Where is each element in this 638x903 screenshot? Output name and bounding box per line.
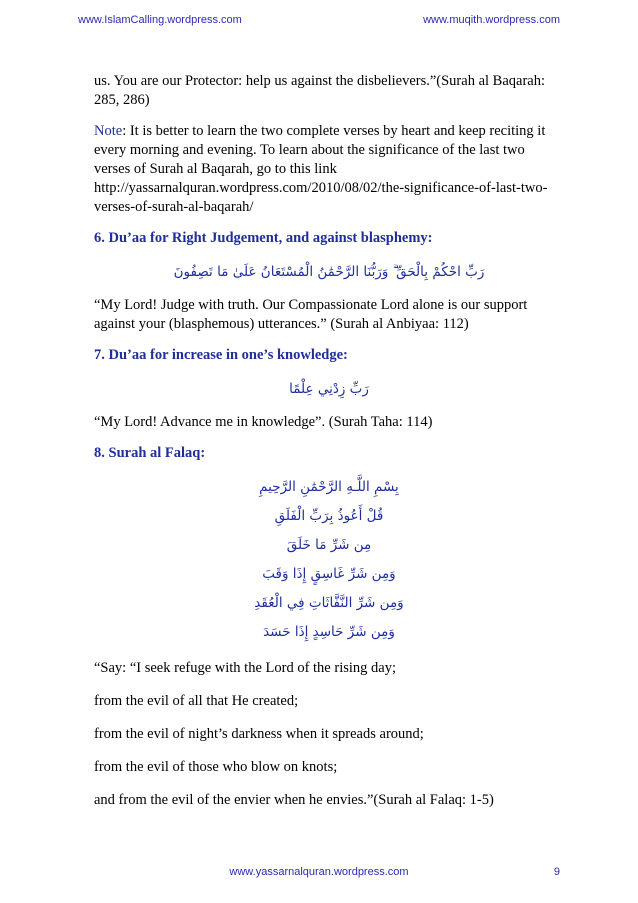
- note-label: Note: [94, 123, 123, 139]
- section-8-heading: 8. Surah al Falaq:: [94, 445, 206, 461]
- header-left-link[interactable]: www.IslamCalling.wordpress.com: [78, 14, 242, 26]
- section-7-arabic: رَبِّ زِدْنِي عِلْمًا: [289, 381, 369, 397]
- continued-paragraph: us. You are our Protector: help us against the disbelievers.”(Surah al Baqarah: 285, 286): [94, 73, 546, 108]
- section-8-arabic-block: [94, 478, 564, 641]
- arabic-verse-line: بِسْمِ اللَّـهِ الرَّحْمَٰنِ الرَّحِيمِ: [259, 479, 399, 495]
- note-paragraph: [94, 122, 564, 217]
- translation-line: “Say: “I seek refuge with the Lord of the rising day;: [94, 660, 396, 676]
- footer-link[interactable]: www.yassarnalquran.wordpress.com: [229, 866, 409, 878]
- section-6-translation: “My Lord! Judge with truth. Our Compassionate Lord alone is our support against your (blasphemous) utterances.” (Surah al Anbiyaa: 112): [94, 297, 528, 332]
- translation-line: and from the evil of the envier when he envies.”(Surah al Falaq: 1-5): [94, 792, 494, 808]
- arabic-verse-line: وَمِن شَرِّ النَّفَّاثَاتِ فِي الْعُقَدِ: [254, 595, 404, 611]
- arabic-verse-line: مِن شَرِّ مَا خَلَقَ: [286, 537, 372, 553]
- note-text: : It is better to learn the two complete verses by heart and keep reciting it every morning and evening. To learn about the significance of the last two verses of Surah al Baqarah, go to this link http://yassarnalquran.wordpress.com/2010/08/02/the-significance-of-last-two-verses-of-surah-al-baqarah/: [94, 123, 548, 215]
- arabic-verse-line: وَمِن شَرِّ غَاسِقٍ إِذَا وَقَبَ: [262, 566, 396, 582]
- section-6-arabic: رَبِّ احْكُمْ بِالْحَقِّ ۗ وَرَبُّنَا الرَّحْمَٰنُ الْمُسْتَعَانُ عَلَىٰ مَا تَصِفُونَ: [173, 264, 485, 280]
- arabic-verse-line: قُلْ أَعُوذُ بِرَبِّ الْفَلَقِ: [274, 508, 384, 524]
- section-7-heading: 7. Du’aa for increase in one’s knowledge:: [94, 347, 348, 363]
- header-right-link[interactable]: www.muqith.wordpress.com: [423, 14, 560, 26]
- page-number: 9: [553, 866, 560, 878]
- translation-line: from the evil of night’s darkness when it spreads around;: [94, 726, 424, 742]
- section-7-translation: “My Lord! Advance me in knowledge”. (Surah Taha: 114): [94, 414, 433, 430]
- arabic-verse-line: وَمِن شَرِّ حَاسِدٍ إِذَا حَسَدَ: [263, 624, 395, 640]
- translation-line: from the evil of those who blow on knots;: [94, 759, 338, 775]
- section-6-heading: 6. Du’aa for Right Judgement, and against blasphemy:: [94, 230, 433, 246]
- page-content: [94, 72, 564, 824]
- translation-line: from the evil of all that He created;: [94, 693, 299, 709]
